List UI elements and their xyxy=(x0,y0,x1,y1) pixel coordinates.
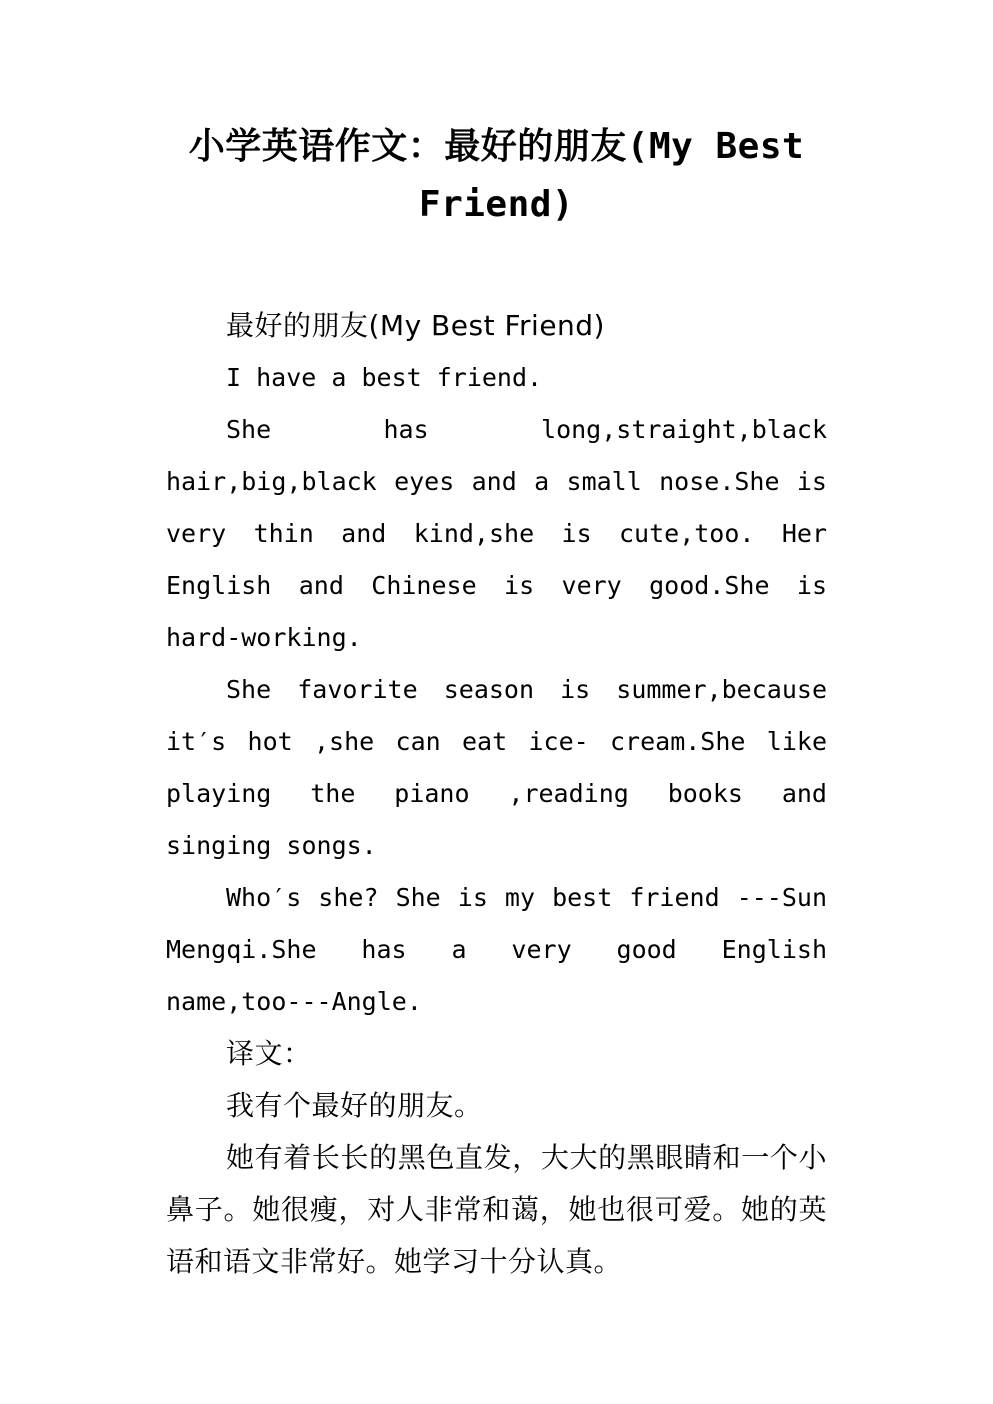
paragraph-translation-appearance: 她有着长长的黑色直发，大大的黑眼睛和一个小鼻子。她很瘦，对人非常和蔼，她也很可爱。她的英语和语文非常好。她学习十分认真。 xyxy=(166,1141,827,1278)
document-body xyxy=(166,300,827,1288)
document-title: 小学英语作文：最好的朋友(My Best Friend) xyxy=(188,126,805,225)
paragraph-appearance: She has long,straight,black hair,big,black eyes and a small nose.She is very thin and kind,she is cute,too. Her English and Chinese is very good.She is hard-working. xyxy=(166,415,827,652)
paragraph-intro: I have a best friend. xyxy=(226,363,543,392)
paragraph-translation-heading: 译文： xyxy=(226,1037,312,1070)
paragraph-hobbies: She favorite season is summer,because it′s hot ,she can eat ice- cream.She like playing the piano ,reading books and singing songs. xyxy=(166,675,827,860)
paragraph-subtitle: 最好的朋友(My Best Friend) xyxy=(226,309,605,342)
paragraph-identity: Who′s she? She is my best friend ---Sun Mengqi.She has a very good English name,too---Angle. xyxy=(166,883,827,1016)
paragraph-translation-intro: 我有个最好的朋友。 xyxy=(226,1089,483,1122)
